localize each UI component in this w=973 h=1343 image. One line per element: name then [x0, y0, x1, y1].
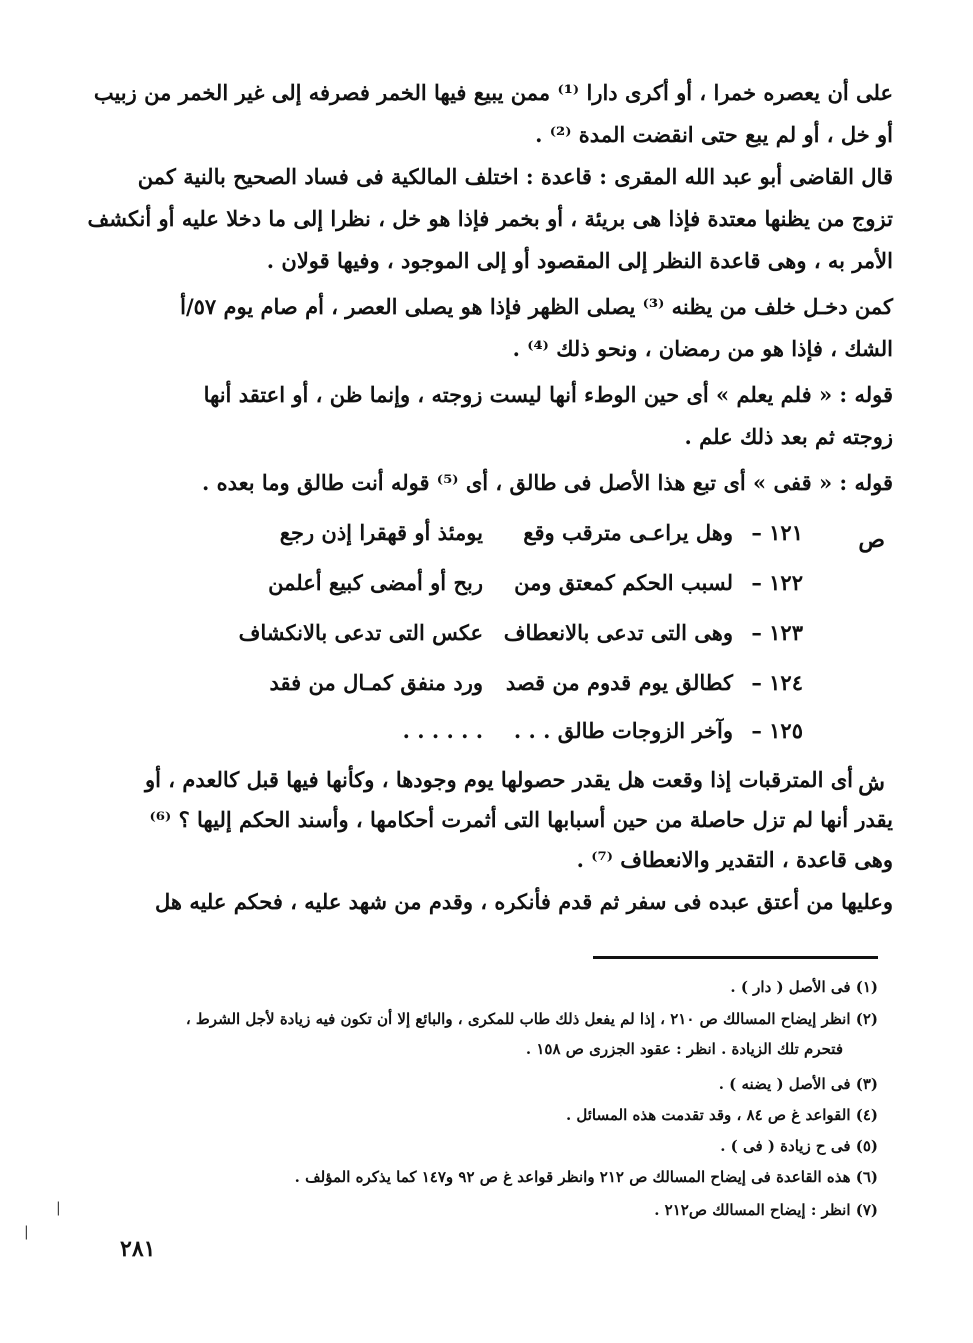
scan-mark: |	[56, 1200, 61, 1216]
verse-second-hemistich: عكس التى تدعى بالانكشاف	[238, 620, 483, 645]
footnote-separator	[593, 956, 878, 959]
verse-number: ١٢٤ –	[751, 670, 803, 695]
body-line: قال القاضى أبو عبد الله المقرى : قاعدة : اختلف المالكية فى فساد الصحيح بالنية كمن	[137, 164, 893, 189]
footnote: (٥) فى ح زيادة ( فى ) .	[720, 1137, 878, 1155]
commentary-line: يقدر أنها لم تزل حاصلة من حين أسبابها التى أثمرت أحكامها ، وأسند الحكم إليها ؟ ⁽⁶⁾	[149, 807, 893, 832]
verse-second-hemistich: . . . . . .	[402, 718, 483, 743]
body-line: على أن يعصره خمرا ، أو أكرى دارا ⁽¹⁾ ممن يبيع فيها الخمر فصرفه إلى غير الخمر من زبيب	[93, 80, 893, 105]
footnote-continuation: فتحرم تلك الزيادة . انظر : عقود الجزرى ص ١٥٨ .	[525, 1040, 843, 1058]
page-number: ٢٨١	[120, 1236, 156, 1262]
footnote: (٤) القواعد غ ص ٨٤ ، وقد تقدمت هذه المسائل .	[565, 1106, 878, 1124]
commentary-marker: ش	[858, 770, 885, 796]
verse-second-hemistich: ربح أو أمضى كبيع أعلمن	[268, 570, 483, 595]
verse-first-hemistich: لسبب الحكم كمعتق ومن	[514, 570, 733, 595]
verse-number: ١٢٢ –	[751, 570, 803, 595]
verse-first-hemistich: وهل يراعـى مترقب وقع	[523, 520, 733, 545]
commentary-line: وهى قاعدة ، التقدير والانعطاف ⁽⁷⁾ .	[576, 847, 893, 872]
commentary-line: وعليها من أعتق عبده فى سفر ثم قدم فأنكره ، وقدم من شهد عليه ، فحكم عليه هل	[155, 889, 893, 914]
scan-mark: |	[24, 1224, 29, 1240]
body-line: أو خل ، أو لم يبع حتى انقضت المدة ⁽²⁾ .	[535, 122, 893, 147]
verse-number: ١٢٥ –	[751, 718, 803, 743]
body-line: الشك ، فإذا هو من رمضان ، ونحو ذلك ⁽⁴⁾ .	[512, 336, 893, 361]
verse-first-hemistich: وهى التى تدعى بالانعطاف	[503, 620, 733, 645]
verse-second-hemistich: ورد منفق كمـال من فقد	[269, 670, 483, 695]
verse-marker: ص	[858, 527, 885, 553]
body-line: زوجته ثم بعد ذلك علم .	[684, 424, 893, 449]
body-line: الأمر به ، وهى قاعدة النظر إلى المقصود أو إلى الموجود ، وفيها قولان .	[266, 248, 893, 273]
footnote: (١) فى الأصل ( دار ) .	[730, 978, 878, 996]
body-line: قوله : « فلم يعلم » أى حين الوطء أنها ليست زوجته ، وإنما ظن ، أو اعتقد أنها	[203, 382, 893, 407]
footnote: (٣) فى الأصل ( يضنه ) .	[718, 1075, 878, 1093]
verse-first-hemistich: كطالق يوم قدوم من قصد	[505, 670, 733, 695]
footnote: (٧) انظر : إيضاح المسالك ص٢١٢ .	[654, 1201, 878, 1219]
verse-number: ١٢٣ –	[751, 620, 803, 645]
footnote: (٢) انظر إيضاح المسالك ص ٢١٠ ، إذا لم يفعل ذلك طاب للمكرى ، والبائع إلا أن تكون فيه زيادة لأجل الشرط ،	[185, 1010, 878, 1028]
verse-number: ١٢١ –	[751, 520, 803, 545]
footnote: (٦) هذه القاعدة فى إيضاح المسالك ص ٢١٢ وانظر قواعد غ ص ٩٢ و١٤٧ كما يذكره المؤلف .	[294, 1168, 878, 1186]
verse-first-hemistich: وآخر الزوجات طالق . . .	[513, 718, 733, 743]
body-line: قوله : « قفى » أى تبع هذا الأصل فى طالق ، أى ⁽⁵⁾ قوله أنت طالق وما بعده .	[201, 470, 893, 495]
body-line: كمن دخـل خلف من يظنه ⁽³⁾ يصلى الظهر فإذا هو يصلى العصر ، أم صام يوم ٥٧/أ	[180, 294, 893, 319]
commentary-line: أى المترقبات إذا وقعت هل يقدر حصولها يوم وجودها ، وكأنها فيها قبل كالعدم ، أو	[144, 767, 853, 792]
body-line: تزوج من يظنها معتدة فإذا هى بريئة ، أو بخمر فإذا هو خل ، نظرا إلى ما دخلا عليه أو أنكشف	[87, 206, 893, 231]
verse-second-hemistich: يومئذ أو قهقرا إذن رجع	[279, 520, 483, 545]
